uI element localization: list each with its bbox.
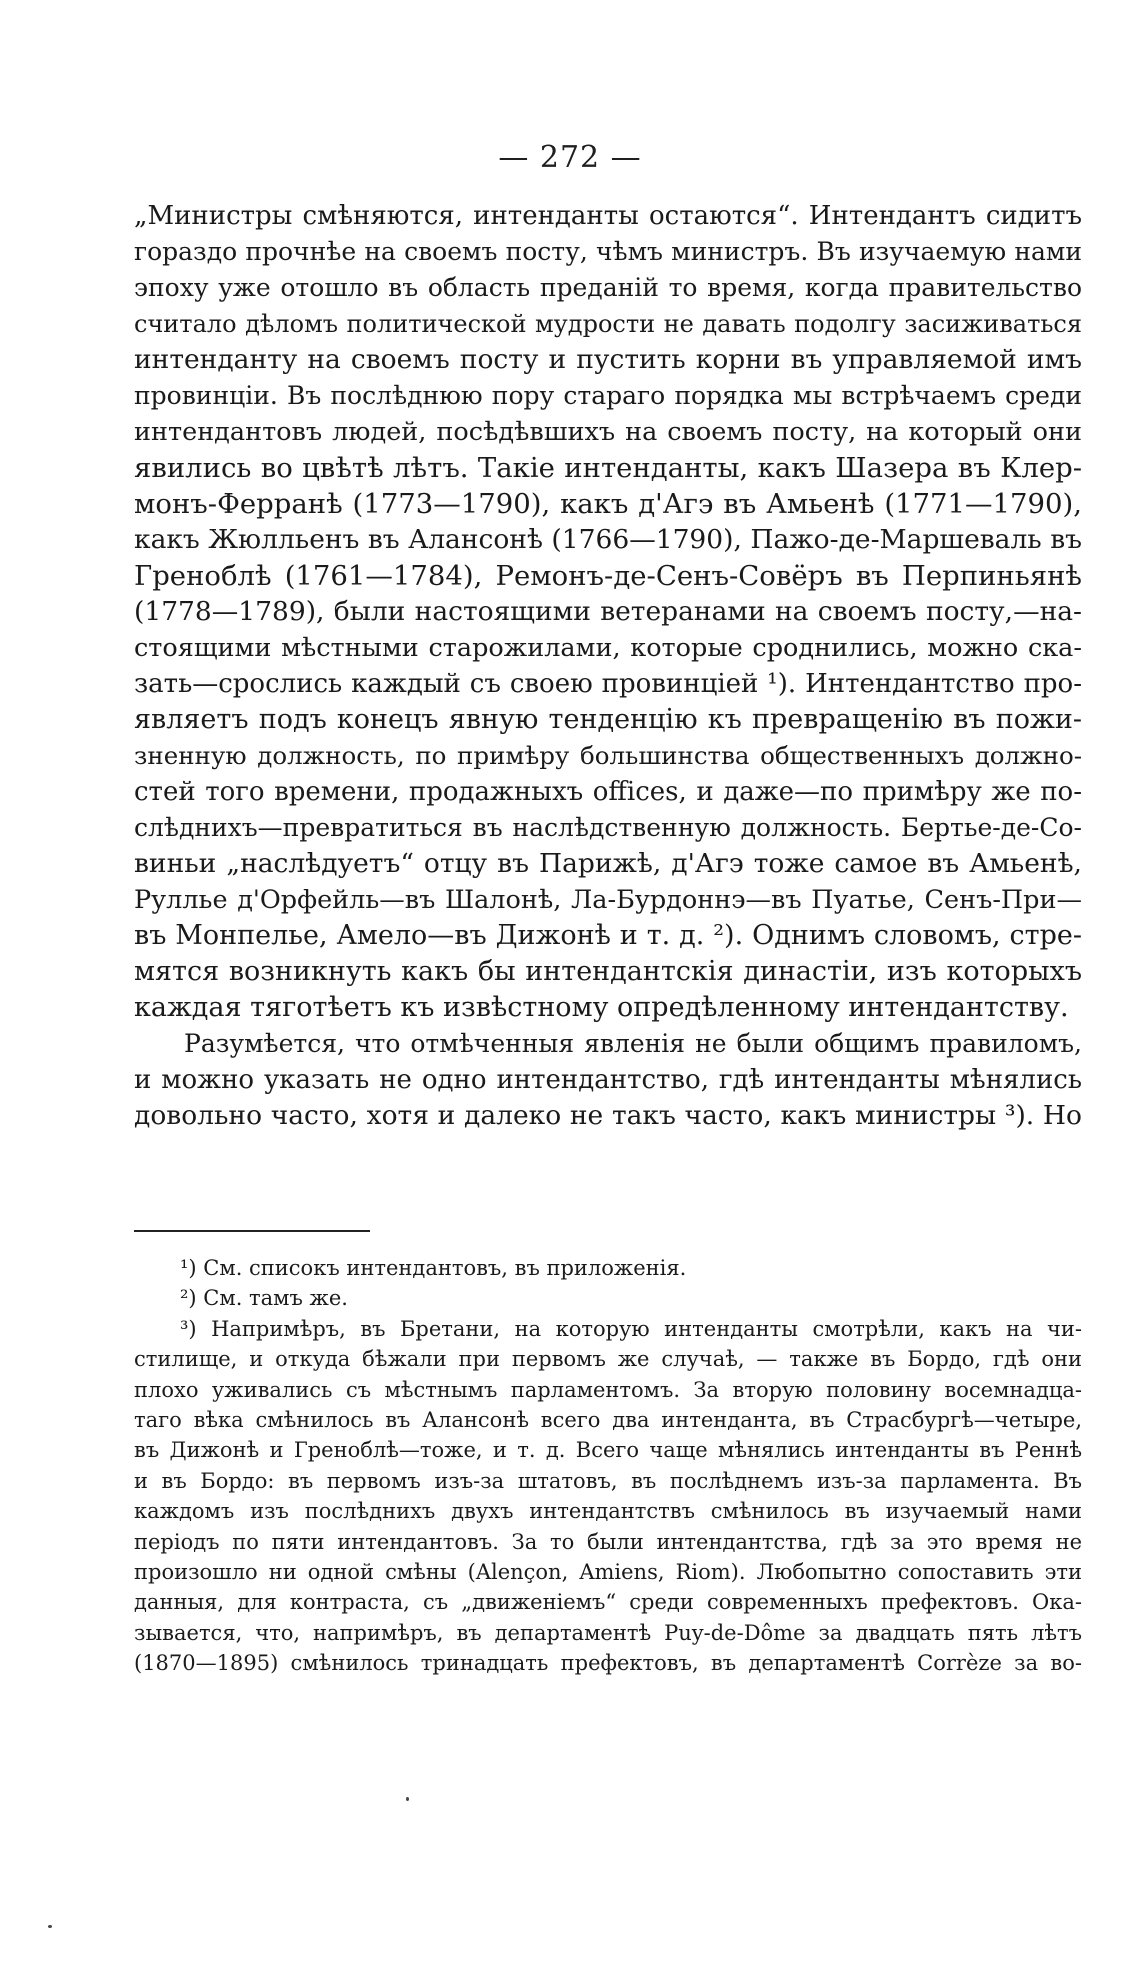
body-line: (1778—1789), были настоящими ветеранами на своемъ посту,—на-	[134, 596, 1082, 627]
body-line: слѣднихъ—превратиться въ наслѣдственную должность. Бертье-де-Со-	[134, 813, 1082, 842]
body-line: зать—срослись каждый съ своею провинціей ¹). Интендантство про-	[134, 669, 1082, 699]
body-line: являетъ подъ конецъ явную тенденцію къ превращенію въ пожи-	[134, 704, 1082, 735]
body-line: стоящими мѣстными старожилами, которые сроднились, можно ска-	[134, 633, 1082, 663]
footnote-line: плохо уживались съ мѣстнымъ парламентомъ. За вторую половину восемнадца-	[134, 1377, 1082, 1402]
body-line: считало дѣломъ политической мудрости не давать подолгу засиживаться	[134, 310, 1082, 338]
footnote-1: ¹) См. списокъ интендантовъ, въ приложенія.	[180, 1256, 687, 1280]
body-line: интенданту на своемъ посту и пустить корни въ управляемой имъ	[134, 344, 1082, 375]
body-line: Греноблѣ (1761—1784), Ремонъ-де-Сенъ-Совёръ въ Перпиньянѣ	[134, 560, 1082, 592]
footnote-line: (1870—1895) смѣнилось тринадцать префектовъ, въ департаментѣ Corrèze за во-	[134, 1651, 1082, 1676]
footnote-line: періодъ по пяти интендантовъ. За то были интендантства, гдѣ за это время не	[134, 1529, 1082, 1554]
body-line: виньи „наслѣдуетъ“ отцу въ Парижѣ, д'Агэ тоже самое въ Амьенѣ,	[134, 848, 1082, 879]
body-line: мятся возникнуть какъ бы интендантскія династіи, изъ которыхъ	[134, 956, 1082, 987]
footnote-line: таго вѣка смѣнилось въ Алансонѣ всего два интенданта, въ Страсбургѣ—четыре,	[134, 1407, 1082, 1432]
footnote-line: и въ Бордо: въ первомъ изъ-за штатовъ, въ послѣднемъ изъ-за парламента. Въ	[134, 1468, 1082, 1493]
body-line: въ Монпелье, Амело—въ Дижонѣ и т. д. ²). Однимъ словомъ, стре-	[134, 920, 1082, 951]
body-line: явились во цвѣтѣ лѣтъ. Такіе интенданты, какъ Шазера въ Клер-	[134, 452, 1082, 484]
body-line: эпоху уже отошло въ область преданій то время, когда правительство	[134, 273, 1082, 302]
body-line: гораздо прочнѣе на своемъ посту, чѣмъ министръ. Въ изучаемую нами	[134, 237, 1082, 266]
scan-speck	[48, 1925, 52, 1928]
footnote-line: зывается, что, напримѣръ, въ департаментѣ Puy-de-Dôme за двадцать пять лѣтъ	[134, 1620, 1082, 1645]
footnote-line: произошло ни одной смѣны (Alençon, Amiens, Riom). Любопытно сопоставить эти	[134, 1559, 1082, 1584]
body-line: интендантовъ людей, посѣдѣвшихъ на своемъ посту, на который они	[134, 417, 1082, 447]
body-line: и можно указать не одно интендантство, гдѣ интенданты мѣнялись	[134, 1065, 1082, 1095]
body-line: Руллье д'Орфейль—въ Шалонѣ, Ла-Бурдоннэ—въ Пуатье, Сенъ-При—	[134, 885, 1082, 915]
body-line: Разумѣется, что отмѣченныя явленія не были общимъ правиломъ,	[184, 1029, 1082, 1058]
footnote-divider	[134, 1230, 370, 1232]
footnotes	[134, 1253, 1082, 1678]
body-line: стей того времени, продажныхъ offices, и даже—по примѣру же по-	[134, 777, 1082, 807]
footnote-line: въ Дижонѣ и Греноблѣ—тоже, и т. д. Всего чаще мѣнялись интенданты въ Реннѣ	[134, 1438, 1082, 1463]
body-line: какъ Жюлльенъ въ Алансонѣ (1766—1790), Пажо-де-Маршеваль въ	[134, 524, 1082, 555]
footnote-2: ²) См. тамъ же.	[180, 1286, 348, 1311]
page-number: — 272 —	[498, 140, 642, 175]
footnote-line: каждомъ изъ послѣднихъ двухъ интендантствъ смѣнилось въ изучаемый нами	[134, 1499, 1082, 1524]
body-line: каждая тяготѣетъ къ извѣстному опредѣленному интендантству.	[134, 992, 1069, 1023]
footnote-line: стилище, и откуда бѣжали при первомъ же случаѣ, — также въ Бордо, гдѣ они	[134, 1347, 1082, 1372]
body-line: довольно часто, хотя и далеко не такъ часто, какъ министры ³). Но	[134, 1100, 1082, 1131]
body-line: провинціи. Въ послѣднюю пору стараго порядка мы встрѣчаемъ среди	[134, 381, 1082, 410]
body-line: „Министры смѣняются, интенданты остаются“. Интендантъ сидитъ	[134, 201, 1082, 231]
body-line: монъ-Ферранѣ (1773—1790), какъ д'Агэ въ Амьенѣ (1771—1790),	[134, 488, 1082, 520]
footnote-line: данныя, для контраста, съ „движеніемъ“ среди современныхъ префектовъ. Ока-	[134, 1590, 1082, 1615]
footnote-3: ³) Напримѣръ, въ Бретани, на которую интенданты смотрѣли, какъ на чи-	[180, 1316, 1082, 1341]
body-line: зненную должность, по примѣру большинства общественныхъ должно-	[134, 741, 1082, 770]
body-text	[134, 198, 1082, 1134]
scan-speck	[406, 1797, 409, 1801]
